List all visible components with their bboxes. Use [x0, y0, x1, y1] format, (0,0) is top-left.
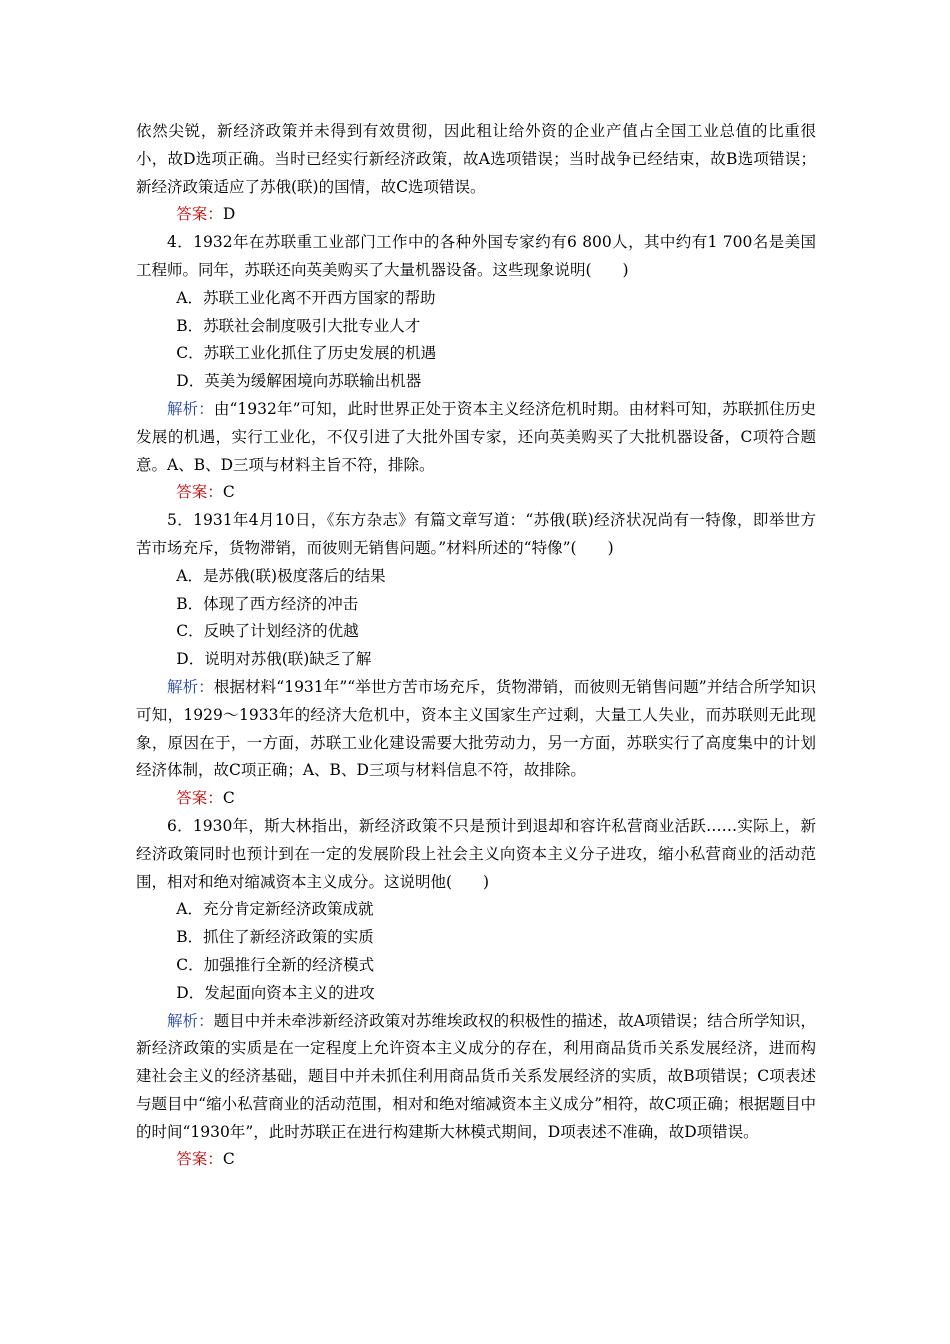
- analysis-label: 解析：: [167, 677, 214, 696]
- answer-label: 答案：: [176, 483, 223, 502]
- question-6-option-a: A．充分肯定新经济政策成就: [176, 900, 374, 919]
- answer-label: 答案：: [176, 1150, 223, 1169]
- question-4-analysis: [136, 396, 816, 479]
- document-page: [136, 118, 816, 1174]
- answer-value: C: [222, 483, 235, 502]
- answer-label: 答案：: [176, 789, 223, 808]
- question-4-stem: 4．1932年在苏联重工业部门工作中的各种外国专家约有6 800人，其中约有1 700名是美国工程师。同年，苏联还向英美购买了大量机器设备。这些现象说明( ): [136, 233, 816, 279]
- question-4-answer: [136, 479, 816, 507]
- answer-value: C: [222, 1150, 235, 1169]
- question-6-option-c: C．加强推行全新的经济模式: [176, 955, 375, 974]
- question-5-option-d: D．说明对苏俄(联)缺乏了解: [176, 650, 372, 669]
- answer-value: D: [222, 205, 236, 224]
- answer-value: C: [222, 789, 235, 808]
- intro-answer: [136, 201, 816, 229]
- question-5-stem: 5．1931年4月10日，《东方杂志》有篇文章写道：“苏俄(联)经济状况尚有一特像，即举世方苦市场充斥，货物滞销，而彼则无销售问题。”材料所述的“特像”( ): [136, 511, 816, 557]
- answer-label: 答案：: [176, 205, 223, 224]
- question-4-option-a: A．苏联工业化离不开西方国家的帮助: [176, 288, 436, 307]
- question-4-option-d: D．英美为缓解困境向苏联输出机器: [176, 372, 422, 391]
- question-6-answer: [136, 1146, 816, 1174]
- analysis-text: 根据材料“1931年”“举世方苦市场充斥，货物滞销，而彼则无销售问题”并结合所学知识可知，1929～1933年的经济大危机中，资本主义国家生产过剩，大量工人失业，而苏联则无此现象，原因在于，一方面，苏联工业化建设需要大批劳动力，另一方面，苏联实行了高度集中的计划经济体制，故C项正确；A、B、D三项与材料信息不符，故排除。: [136, 677, 816, 780]
- question-5-option-a: A．是苏俄(联)极度落后的结果: [176, 566, 386, 585]
- question-6-option-b: B．抓住了新经济政策的实质: [176, 928, 374, 947]
- question-6-option-d: D．发起面向资本主义的进攻: [176, 983, 375, 1002]
- analysis-label: 解析：: [167, 1011, 214, 1030]
- question-4-option-b: B．苏联社会制度吸引大批专业人才: [176, 316, 421, 335]
- question-6-analysis: [136, 1008, 816, 1147]
- question-5-option-b: B．体现了西方经济的冲击: [176, 594, 359, 613]
- question-5-option-c: C．反映了计划经济的优越: [176, 622, 359, 641]
- analysis-label: 解析：: [167, 399, 214, 418]
- question-5-answer: [136, 785, 816, 813]
- question-4-option-c: C．苏联工业化抓住了历史发展的机遇: [176, 344, 437, 363]
- question-5-analysis: [136, 674, 816, 785]
- analysis-text: 由“1932年”可知，此时世界正处于资本主义经济危机时期。由材料可知，苏联抓住历史发展的机遇，实行工业化，不仅引进了大批外国专家，还向英美购买了大批机器设备，C项符合题意。A、B、D三项与材料主旨不符，排除。: [136, 399, 816, 474]
- analysis-text: 题目中并未牵涉新经济政策对苏维埃政权的积极性的描述，故A项错误；结合所学知识，新经济政策的实质是在一定程度上允许资本主义成分的存在，利用商品货币关系发展经济，进而构建社会主义的经济基础，题目中并未抓住利用商品货币关系发展经济的实质，故B项错误；C项表述与题目中“缩小私营商业的活动范围，相对和绝对缩减资本主义成分”相符，故C项正确；根据题目中的时间“1930年”，此时苏联正在进行构建斯大林模式期间，D项表述不准确，故D项错误。: [136, 1011, 816, 1141]
- intro-analysis-text: 依然尖锐，新经济政策并未得到有效贯彻，因此租让给外资的企业产值占全国工业总值的比重很小，故D选项正确。当时已经实行新经济政策，故A选项错误；当时战争已经结束，故B选项错误；新经济政策适应了苏俄(联)的国情，故C选项错误。: [136, 122, 816, 196]
- question-6-stem: 6．1930年，斯大林指出，新经济政策不只是预计到退却和容许私营商业活跃……实际上，新经济政策同时也预计到在一定的发展阶段上社会主义向资本主义分子进攻，缩小私营商业的活动范围，相对和绝对缩减资本主义成分。这说明他( ): [136, 816, 816, 891]
